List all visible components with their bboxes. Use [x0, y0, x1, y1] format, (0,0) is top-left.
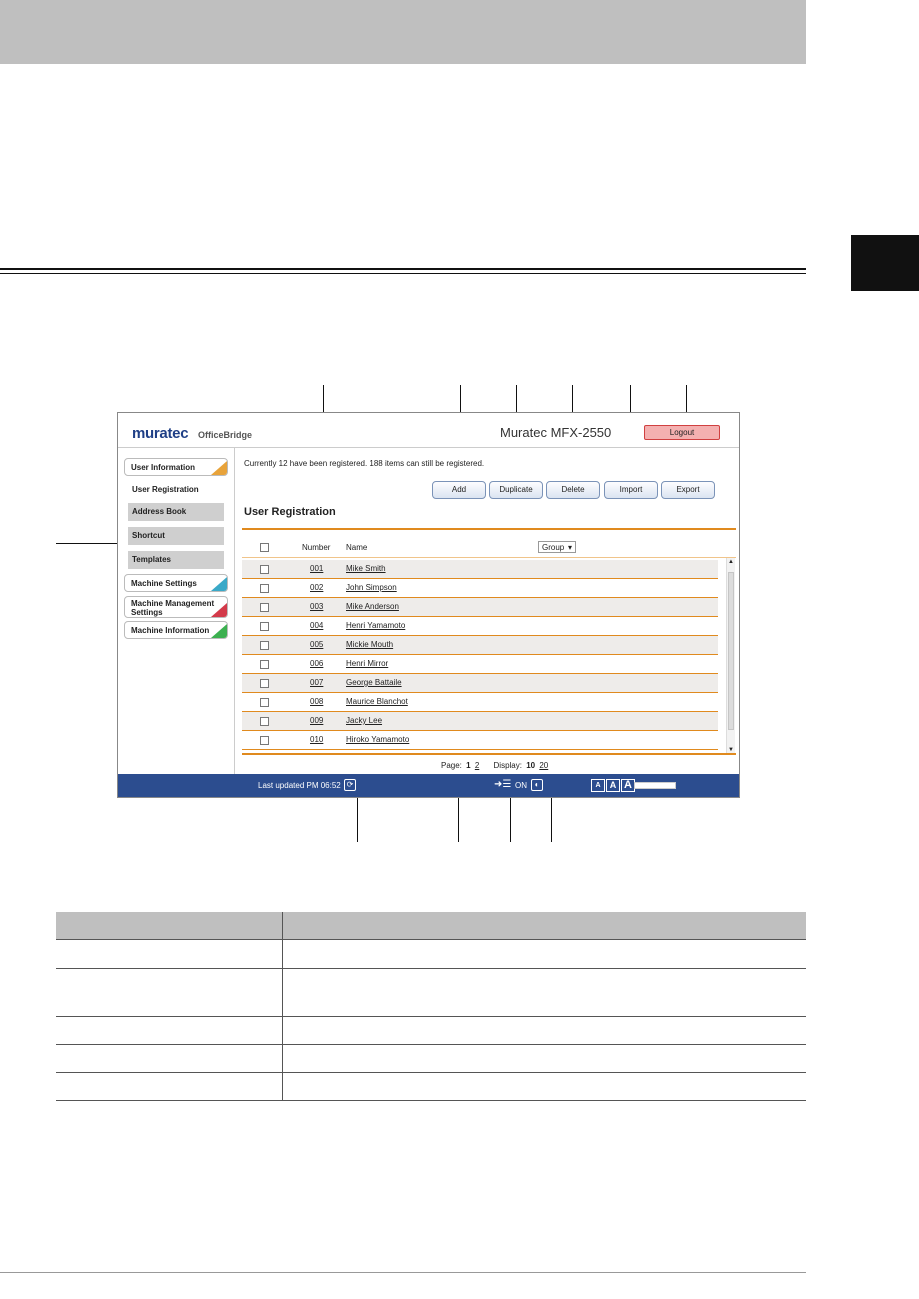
corner-accent-icon [211, 577, 227, 591]
row-checkbox[interactable] [260, 717, 269, 726]
table-cell [56, 1045, 283, 1073]
table-header-row [56, 912, 806, 940]
table-cell [56, 1017, 283, 1045]
table-header-cell [283, 912, 807, 940]
font-size-medium-button[interactable]: A [606, 779, 620, 792]
export-button[interactable]: Export [661, 481, 715, 499]
brand-subtitle: OfficeBridge [198, 430, 253, 440]
display-option-10[interactable]: 10 [526, 761, 536, 770]
section-rule-thin [0, 273, 806, 274]
table-row [56, 940, 806, 969]
row-checkbox[interactable] [260, 698, 269, 707]
table-row[interactable] [242, 598, 718, 617]
row-number-link[interactable]: 004 [310, 621, 324, 630]
sidebar-item-label: Machine Information [131, 626, 210, 635]
table-row [56, 1017, 806, 1045]
table-cell [283, 1073, 807, 1101]
divider [242, 557, 736, 558]
header-band [0, 0, 806, 64]
row-number-link[interactable]: 010 [310, 735, 324, 744]
row-checkbox[interactable] [260, 565, 269, 574]
table-row [56, 1045, 806, 1073]
table-row[interactable] [242, 655, 718, 674]
brand-logo: muratec [132, 425, 189, 442]
page-link-2[interactable]: 2 [474, 761, 480, 770]
row-number-link[interactable]: 001 [310, 564, 324, 573]
row-name-link[interactable]: Henri Mirror [346, 659, 389, 668]
group-select[interactable] [538, 541, 576, 553]
row-name-link[interactable]: Hiroko Yamamoto [346, 735, 410, 744]
sidebar-item-label: Machine Management Settings [131, 599, 215, 617]
toggle-icon[interactable]: ◐ [531, 779, 543, 791]
table-row[interactable] [242, 712, 718, 731]
table-cell [283, 940, 807, 969]
page-label: Page: [441, 761, 462, 770]
row-checkbox[interactable] [260, 641, 269, 650]
table-row[interactable] [242, 636, 718, 655]
row-checkbox[interactable] [260, 603, 269, 612]
sidebar-item-templates[interactable]: Templates [128, 551, 224, 569]
table-cell [56, 969, 283, 1017]
row-name-link[interactable]: Henri Yamamoto [346, 621, 406, 630]
row-number-link[interactable]: 009 [310, 716, 324, 725]
table-cell [283, 969, 807, 1017]
column-name[interactable]: Name [346, 543, 368, 552]
sidebar [118, 448, 235, 774]
corner-accent-icon [211, 624, 227, 638]
font-size-small-button[interactable]: A [591, 779, 605, 792]
app-header [118, 413, 739, 448]
sidebar-item-user-registration[interactable]: User Registration [132, 485, 199, 494]
duplicate-button[interactable]: Duplicate [489, 481, 543, 499]
table-cell [283, 1045, 807, 1073]
row-number-link[interactable]: 002 [310, 583, 324, 592]
page-link-1[interactable]: 1 [466, 761, 471, 770]
row-checkbox[interactable] [260, 736, 269, 745]
divider [242, 753, 736, 755]
network-status: ON [515, 781, 527, 790]
scrollbar-thumb[interactable] [728, 572, 734, 730]
row-checkbox[interactable] [260, 679, 269, 688]
chapter-tab [851, 235, 919, 291]
sidebar-item-label: User Information [131, 463, 196, 472]
font-size-large-button[interactable]: A [621, 779, 635, 792]
divider [242, 528, 736, 530]
footer-rule [0, 1272, 806, 1273]
row-name-link[interactable]: George Battaile [346, 678, 402, 687]
table-header [242, 538, 736, 556]
row-number-link[interactable]: 003 [310, 602, 324, 611]
group-select-label: Group [542, 543, 565, 552]
display-label: Display: [493, 761, 522, 770]
status-bar [118, 774, 739, 797]
section-rule [0, 268, 806, 270]
table-row[interactable] [242, 560, 718, 579]
table-cell [56, 1073, 283, 1101]
table-row[interactable] [242, 674, 718, 693]
table-row[interactable] [242, 731, 718, 750]
table-row[interactable] [242, 693, 718, 712]
list-scrollbar[interactable] [726, 558, 735, 754]
row-name-link[interactable]: Mike Smith [346, 564, 386, 573]
add-button[interactable]: Add [432, 481, 486, 499]
row-number-link[interactable]: 006 [310, 659, 324, 668]
table-cell [56, 940, 283, 969]
column-number[interactable]: Number [302, 543, 331, 552]
row-name-link[interactable]: Jacky Lee [346, 716, 383, 725]
corner-accent-icon [211, 603, 227, 617]
device-name: Muratec MFX-2550 [500, 425, 612, 440]
row-checkbox[interactable] [260, 584, 269, 593]
sidebar-item-machine-settings[interactable] [124, 574, 228, 592]
row-number-link[interactable]: 008 [310, 697, 324, 706]
sidebar-item-machine-information[interactable] [124, 621, 228, 639]
row-name-link[interactable]: Mickie Mouth [346, 640, 394, 649]
display-option-20[interactable]: 20 [539, 761, 549, 770]
description-table [56, 912, 806, 1101]
pagination [441, 761, 548, 770]
delete-button[interactable]: Delete [546, 481, 600, 499]
sidebar-item-address-book[interactable]: Address Book [128, 503, 224, 521]
network-icon: ➜☰ [494, 779, 512, 790]
logout-button[interactable]: Logout [644, 425, 720, 440]
row-name-link[interactable]: Maurice Blanchot [346, 697, 408, 706]
row-name-link[interactable]: Mike Anderson [346, 602, 399, 611]
sidebar-item-machine-management-settings[interactable] [124, 596, 228, 618]
corner-accent-icon [211, 461, 227, 475]
scroll-up-icon[interactable]: ▲ [728, 559, 734, 565]
import-button[interactable]: Import [604, 481, 658, 499]
last-updated: Last updated PM 06:52 [258, 781, 341, 790]
refresh-icon[interactable]: ⟳ [344, 779, 356, 791]
chevron-down-icon: ▾ [567, 543, 572, 552]
table-row [56, 1073, 806, 1101]
table-row[interactable] [242, 579, 718, 598]
table-header-cell [56, 912, 283, 940]
sidebar-item-user-information[interactable] [124, 458, 228, 476]
select-all-checkbox[interactable] [260, 543, 269, 552]
progress-bar [634, 782, 676, 789]
row-name-link[interactable]: John Simpson [346, 583, 397, 592]
row-number-link[interactable]: 007 [310, 678, 324, 687]
registration-status: Currently 12 have been registered. 188 items can still be registered. [244, 459, 485, 468]
ui-screenshot [117, 412, 740, 798]
table-cell [283, 1017, 807, 1045]
row-checkbox[interactable] [260, 622, 269, 631]
table-row[interactable] [242, 617, 718, 636]
sidebar-item-label: Machine Settings [131, 579, 197, 588]
table-row [56, 969, 806, 1017]
page-title: User Registration [244, 506, 336, 518]
row-checkbox[interactable] [260, 660, 269, 669]
sidebar-item-shortcut[interactable]: Shortcut [128, 527, 224, 545]
row-number-link[interactable]: 005 [310, 640, 324, 649]
scroll-down-icon[interactable]: ▼ [728, 747, 734, 753]
